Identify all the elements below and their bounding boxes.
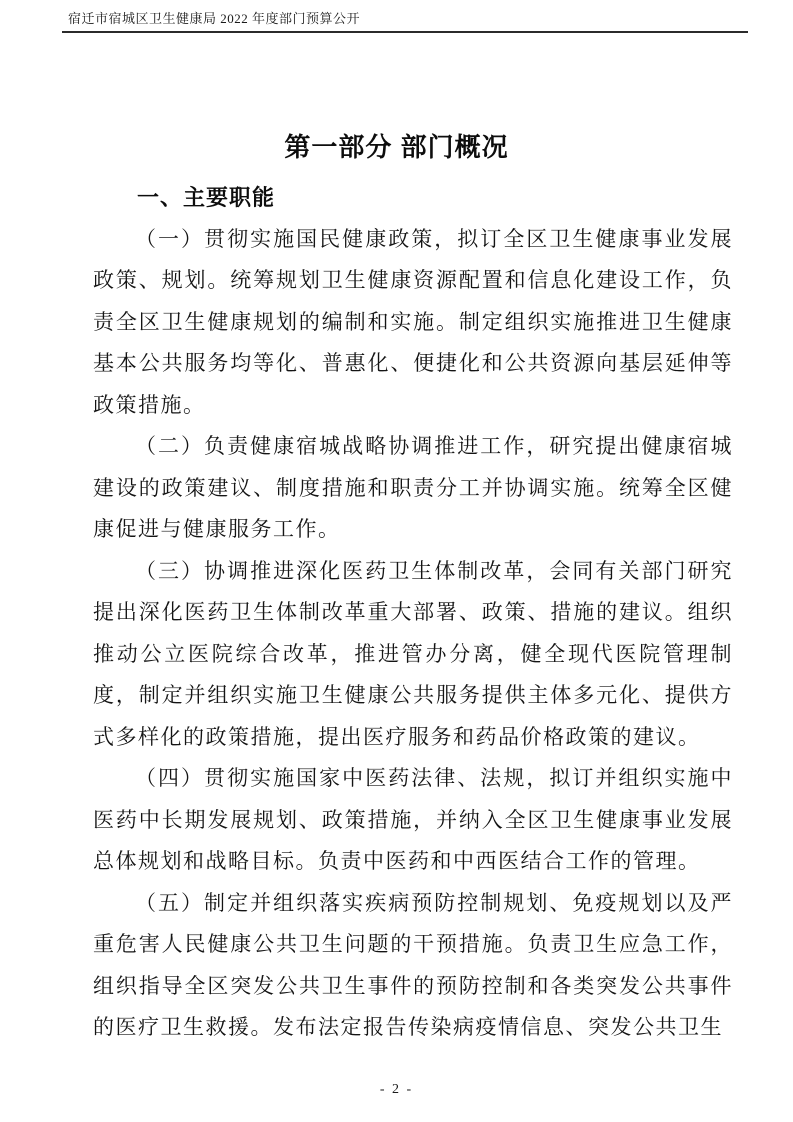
document-body: [93, 177, 733, 1049]
paragraph: （三）协调推进深化医药卫生体制改革，会同有关部门研究提出深化医药卫生体制改革重大部署、政策、措施的建议。组织推动公立医院综合改革，推进管办分离，健全现代医院管理制度，制定并组织实施卫生健康公共服务提供主体多元化、提供方式多样化的政策措施，提出医疗服务和药品价格政策的建议。: [93, 558, 733, 749]
paragraph: （五）制定并组织落实疾病预防控制规划、免疫规划以及严重危害人民健康公共卫生问题的干预措施。负责卫生应急工作，组织指导全区突发公共卫生事件的预防控制和各类突发公共事件的医疗卫生救援。发布法定报告传染病疫情信息、突发公共卫生: [93, 890, 733, 1039]
paragraph-list: [93, 219, 733, 1049]
document-title: 第一部分 部门概况: [284, 132, 509, 162]
paragraph: （二）负责健康宿城战略协调推进工作，研究提出健康宿城建设的政策建议、制度措施和职责分工并协调实施。统筹全区健康促进与健康服务工作。: [93, 434, 733, 541]
page-footer: [0, 1082, 793, 1098]
paragraph: （一）贯彻实施国民健康政策，拟订全区卫生健康事业发展政策、规划。统筹规划卫生健康资源配置和信息化建设工作，负责全区卫生健康规划的编制和实施。制定组织实施推进卫生健康基本公共服务均等化、普惠化、便捷化和公共资源向基层延伸等政策措施。: [93, 226, 733, 417]
paragraph: （四）贯彻实施国家中医药法律、法规，拟订并组织实施中医药中长期发展规划、政策措施，并纳入全区卫生健康事业发展总体规划和战略目标。负责中医药和中西医结合工作的管理。: [93, 766, 733, 873]
section-heading: 一、主要职能: [137, 185, 276, 210]
header-title: 宿迁市宿城区卫生健康局 2022 年度部门预算公开: [68, 11, 361, 26]
page-header: [62, 11, 748, 33]
page-number: - 2 -: [379, 1082, 414, 1097]
